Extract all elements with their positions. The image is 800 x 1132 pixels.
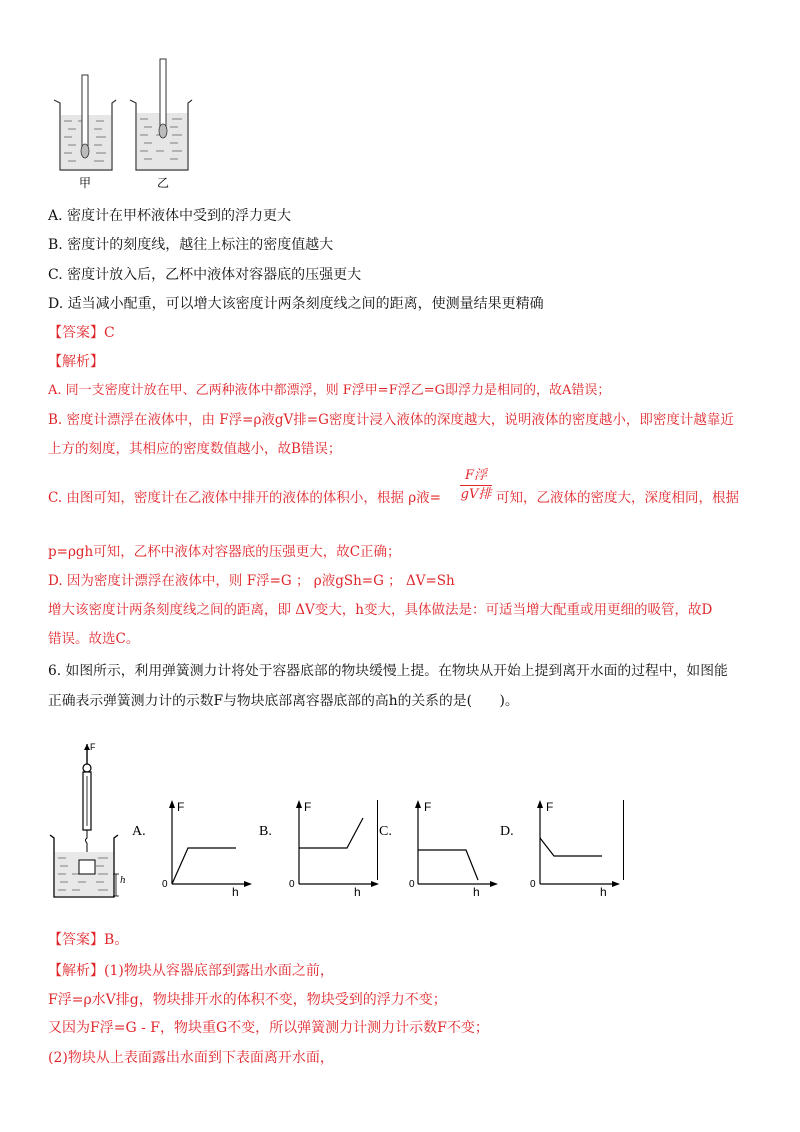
- spring-force-label: F: [90, 742, 96, 752]
- graph-b-origin: 0: [289, 879, 295, 890]
- height-label: h: [120, 876, 126, 886]
- q5-exp-b1: B. 密度计漂浮在液体中，由 F浮=ρ液gV排=G密度计浸入液体的深度越大，说明液体的密度越小，即密度计越靠近: [48, 412, 734, 428]
- graph-d-x-label: h: [600, 885, 607, 899]
- graph-c-label: C.: [379, 824, 392, 839]
- graph-a-y-label: F: [177, 800, 185, 814]
- q6-analysis-line1: 【解析】(1)物块从容器底部到露出水面之前，: [48, 963, 334, 979]
- density-fraction: [460, 467, 492, 504]
- q6-analysis-line2: F浮=ρ水V排g，物块排开水的体积不变，物块受到的浮力不变；: [48, 992, 447, 1008]
- fraction-denominator: gV排: [460, 487, 492, 502]
- q5-exp-d2: 增大该密度计两条刻度线之间的距离，即 ΔV变大，h变大，具体做法是：可适当增大配重或用更细的吸管，故D: [48, 602, 713, 618]
- q5-exp-a: A. 同一支密度计放在甲、乙两种液体中都漂浮，则 F浮甲=F浮乙=G即浮力是相同的，故A错误；: [48, 383, 611, 398]
- graph-a-x-label: h: [232, 885, 239, 899]
- q6-analysis-line3: 又因为F浮=G - F，物块重G不变，所以弹簧测力计测力计示数F不变；: [48, 1020, 489, 1036]
- graph-a-origin: 0: [162, 879, 168, 890]
- fraction-numerator: F浮: [464, 468, 488, 483]
- q6-analysis-line4: (2)物块从上表面露出水面到下表面离开水面，: [48, 1050, 334, 1066]
- graph-d: [526, 796, 621, 896]
- beaker-yi: [130, 59, 192, 170]
- graph-d-y-label: F: [546, 800, 554, 814]
- q5-exp-d3: 错误。故选C。: [48, 631, 140, 647]
- graph-c-x-label: h: [473, 885, 480, 899]
- q6-answer: 【答案】B。: [48, 932, 129, 948]
- graph-d-label: D.: [500, 824, 514, 839]
- graph-b-x-label: h: [354, 885, 361, 899]
- q5-analysis-title: 【解析】: [48, 354, 104, 370]
- q5-option-d: D. 适当减小配重，可以增大该密度计两条刻度线之间的距离，使测量结果更精确: [48, 296, 544, 312]
- graph-c-y-label: F: [424, 800, 432, 814]
- q5-option-c: C. 密度计放入后，乙杯中液体对容器底的压强更大: [48, 267, 362, 283]
- graph-b: [285, 796, 380, 896]
- q5-exp-d1: D. 因为密度计漂浮在液体中，则 F浮=G ； ρ液gSh=G ； ΔV=Sh: [48, 573, 455, 589]
- beaker-label-jia: 甲: [79, 176, 92, 190]
- graph-d-divider: [623, 800, 624, 880]
- q6-stem-line1: 6. 如图所示，利用弹簧测力计将处于容器底部的物块缓慢上提。在物块从开始上提到离开水面的过程中，如图能: [48, 663, 728, 679]
- q6-stem-line2: 正确表示弹簧测力计的示数F与物块底部离容器底部的高h的关系的是( )。: [48, 693, 519, 709]
- graph-b-y-label: F: [304, 800, 312, 814]
- q5-exp-b2: 上方的刻度，其相应的密度数值越小，故B错误；: [48, 441, 342, 457]
- graph-d-origin: 0: [530, 879, 536, 890]
- q5-option-a: A. 密度计在甲杯液体中受到的浮力更大: [48, 208, 292, 224]
- graph-c: [404, 796, 499, 896]
- graph-b-label: B.: [259, 824, 272, 839]
- graph-b-divider: [377, 800, 378, 880]
- q5-option-b: B. 密度计的刻度线，越往上标注的密度值越大: [48, 237, 334, 253]
- density-meter-figure: [48, 55, 208, 195]
- beaker-label-yi: 乙: [157, 176, 170, 190]
- q5-exp-c1-pre: C. 由图可知，密度计在乙液体中排开的液体的体积小，根据 ρ液=: [48, 490, 441, 506]
- q5-exp-c2: p=ρgh可知，乙杯中液体对容器底的压强更大，故C正确；: [48, 544, 401, 560]
- graph-c-origin: 0: [409, 879, 415, 890]
- q5-exp-c1-post: 可知，乙液体的密度大，深度相同，根据: [496, 490, 739, 506]
- beaker-jia: [54, 75, 116, 170]
- graph-a-label: A.: [132, 824, 146, 839]
- graph-a: [158, 796, 253, 896]
- q5-answer: 【答案】C: [48, 325, 115, 341]
